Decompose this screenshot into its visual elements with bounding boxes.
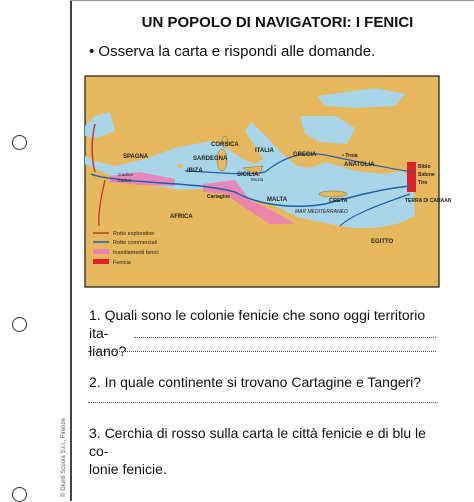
label-cadice: Cadice	[118, 173, 133, 178]
binder-hole-icon	[12, 135, 27, 150]
label-troia: • Troia	[342, 153, 358, 159]
binder-hole-icon	[12, 487, 27, 502]
legend-commercial-label: Rotte commerciali	[113, 240, 158, 246]
label-terra-canaan: TERRA DI CANAAN	[405, 198, 452, 204]
label-spagna: SPAGNA	[123, 154, 149, 160]
ibiza	[177, 164, 183, 168]
phoenician-map	[85, 76, 452, 287]
legend-settlements-swatch	[93, 249, 109, 254]
label-anatolia: ANATOLIA	[344, 162, 375, 168]
label-biblo: Biblo	[418, 164, 431, 170]
legend-fenicia-swatch	[93, 259, 109, 264]
label-sidone: Sidone	[418, 172, 435, 178]
label-malta: MALTA	[267, 197, 288, 203]
answer-line[interactable]	[134, 337, 436, 338]
question-3: 3. Cerchia di rosso sulla carta le città fenicie e di blu le co- lonie fenicie.	[89, 425, 426, 477]
question-1: 1. Quali sono le colonie fenicie che sono oggi territorio ita- liano?	[89, 307, 426, 359]
label-ibiza: IBIZA	[187, 168, 203, 174]
top-rule	[70, 0, 474, 1]
copyright-credit: © Giunti Scuola S.r.l., Firenze	[61, 418, 67, 497]
fenicia-region	[407, 162, 416, 192]
label-egitto: EGITTO	[371, 239, 394, 245]
margin-line	[70, 0, 72, 501]
label-mozia: Mozia	[251, 177, 264, 182]
label-grecia: GRECIA	[293, 152, 317, 158]
label-africa: AFRICA	[170, 214, 193, 220]
label-mar: MAR MEDITERRANEO	[295, 209, 348, 215]
label-sicilia: SICILIA	[237, 172, 259, 178]
label-sardegna: SARDEGNA	[193, 156, 228, 162]
instruction-text: • Osserva la carta e rispondi alle domande.	[89, 43, 376, 60]
answer-line[interactable]	[88, 351, 436, 352]
label-creta: CRETA	[329, 198, 348, 204]
label-tiro: Tiro	[418, 180, 428, 186]
question-2: 2. In quale continente si trovano Cartagine e Tangeri?	[89, 374, 422, 390]
worksheet-title: UN POPOLO DI NAVIGATORI: I FENICI	[141, 14, 414, 31]
legend-settlements-label: Insediamenti fenici	[113, 250, 159, 256]
binder-hole-icon	[12, 317, 27, 332]
legend-fenicia-label: Fenicia	[113, 260, 131, 266]
answer-line[interactable]	[88, 402, 436, 403]
label-gades: Gades	[117, 179, 132, 184]
crete	[319, 191, 347, 197]
label-italia: ITALIA	[255, 148, 274, 154]
label-corsica: CORSICA	[211, 142, 239, 148]
legend-exploration-label: Rotte esplorative	[113, 231, 155, 237]
label-cartagine: Cartagine	[207, 194, 231, 200]
